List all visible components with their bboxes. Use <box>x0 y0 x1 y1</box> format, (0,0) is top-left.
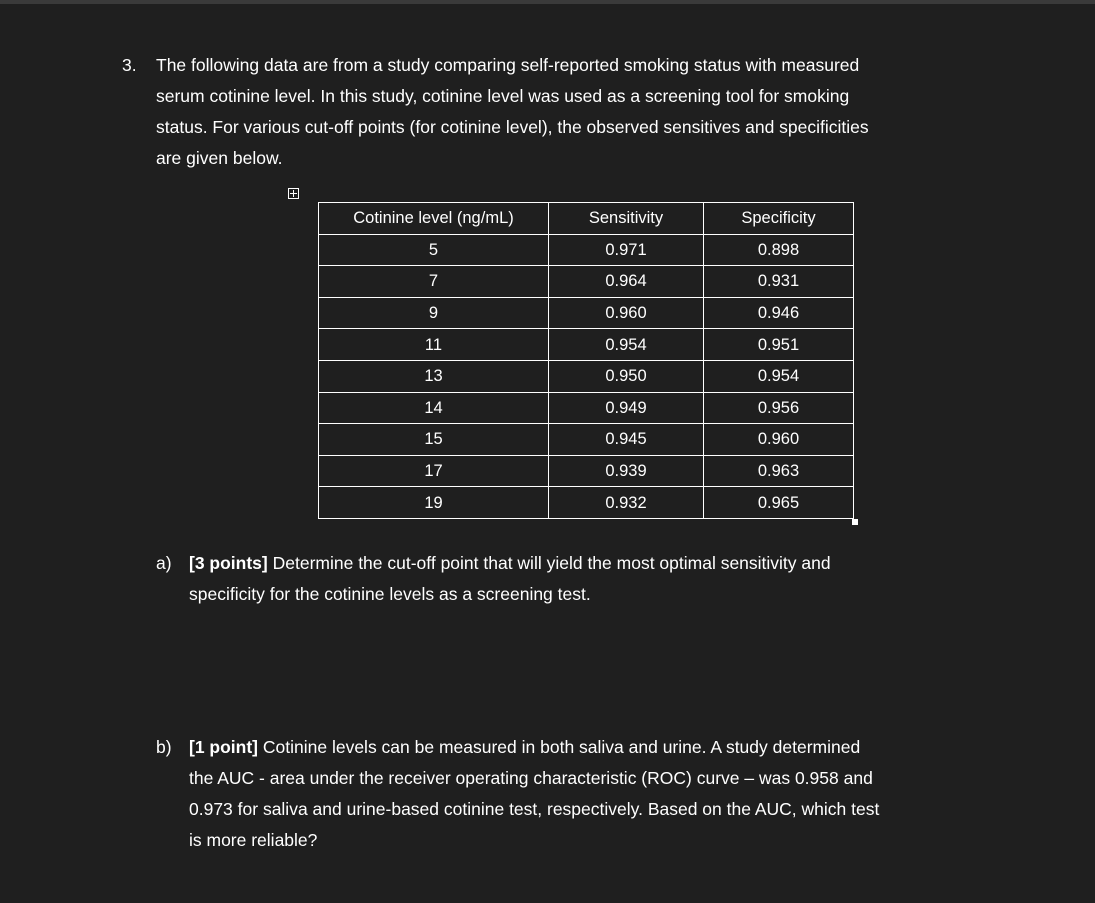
part-a-line: specificity for the cotinine levels as a screening test. <box>189 584 591 604</box>
table-row <box>319 392 854 424</box>
cell-specificity: 0.946 <box>704 297 854 329</box>
question-text <box>156 50 976 174</box>
cell-cotinine-level: 17 <box>319 455 549 487</box>
cell-sensitivity: 0.954 <box>549 329 704 361</box>
cell-specificity: 0.931 <box>704 266 854 298</box>
cutoff-table <box>318 202 854 519</box>
table-header-row <box>319 203 854 235</box>
cell-cotinine-level: 13 <box>319 360 549 392</box>
table-row <box>319 297 854 329</box>
cell-specificity: 0.963 <box>704 455 854 487</box>
cell-specificity: 0.960 <box>704 424 854 456</box>
cell-cotinine-level: 9 <box>319 297 549 329</box>
cell-specificity: 0.898 <box>704 234 854 266</box>
question-line: are given below. <box>156 148 283 168</box>
cell-sensitivity: 0.971 <box>549 234 704 266</box>
part-b-body <box>189 732 989 856</box>
question-line: The following data are from a study comparing self-reported smoking status with measured <box>156 55 860 75</box>
table-row <box>319 455 854 487</box>
part-a-line <box>189 548 989 579</box>
cell-cotinine-level: 15 <box>319 424 549 456</box>
cell-specificity: 0.956 <box>704 392 854 424</box>
cell-cotinine-level: 14 <box>319 392 549 424</box>
table-row <box>319 266 854 298</box>
cell-sensitivity: 0.939 <box>549 455 704 487</box>
part-b-line <box>189 732 989 763</box>
part-a-points: [3 points] <box>189 553 268 573</box>
top-border <box>0 0 1095 4</box>
cell-sensitivity: 0.932 <box>549 487 704 519</box>
cell-cotinine-level: 19 <box>319 487 549 519</box>
part-a-body <box>189 548 989 610</box>
cell-sensitivity: 0.950 <box>549 360 704 392</box>
cell-sensitivity: 0.945 <box>549 424 704 456</box>
table-row <box>319 487 854 519</box>
cell-cotinine-level: 5 <box>319 234 549 266</box>
table-row <box>319 329 854 361</box>
cell-specificity: 0.965 <box>704 487 854 519</box>
cell-specificity: 0.954 <box>704 360 854 392</box>
header-sensitivity: Sensitivity <box>549 203 704 235</box>
question-line: status. For various cut-off points (for cotinine level), the observed sensitives and specificities <box>156 117 869 137</box>
cell-cotinine-level: 11 <box>319 329 549 361</box>
header-specificity: Specificity <box>704 203 854 235</box>
part-b-line: is more reliable? <box>189 830 318 850</box>
part-b-line: 0.973 for saliva and urine-based cotinine test, respectively. Based on the AUC, which test <box>189 799 880 819</box>
cell-sensitivity: 0.949 <box>549 392 704 424</box>
table-resize-handle[interactable] <box>852 519 858 525</box>
part-b-line1-text: Cotinine levels can be measured in both saliva and urine. A study determined <box>258 737 861 757</box>
table-move-handle-icon[interactable] <box>288 188 299 199</box>
cell-specificity: 0.951 <box>704 329 854 361</box>
cell-sensitivity: 0.960 <box>549 297 704 329</box>
part-b-label: b) <box>156 737 172 757</box>
part-b-points: [1 point] <box>189 737 259 757</box>
header-cotinine-level: Cotinine level (ng/mL) <box>319 203 549 235</box>
table-row <box>319 360 854 392</box>
part-a-label: a) <box>156 553 172 573</box>
cell-cotinine-level: 7 <box>319 266 549 298</box>
question-line: serum cotinine level. In this study, cotinine level was used as a screening tool for smoking <box>156 86 850 106</box>
part-a-line1-text: Determine the cut-off point that will yield the most optimal sensitivity and <box>267 553 831 573</box>
question-number: 3. <box>122 55 137 75</box>
part-b-line: the AUC - area under the receiver operating characteristic (ROC) curve – was 0.958 and <box>189 768 873 788</box>
table-row <box>319 234 854 266</box>
cell-sensitivity: 0.964 <box>549 266 704 298</box>
table-row <box>319 424 854 456</box>
